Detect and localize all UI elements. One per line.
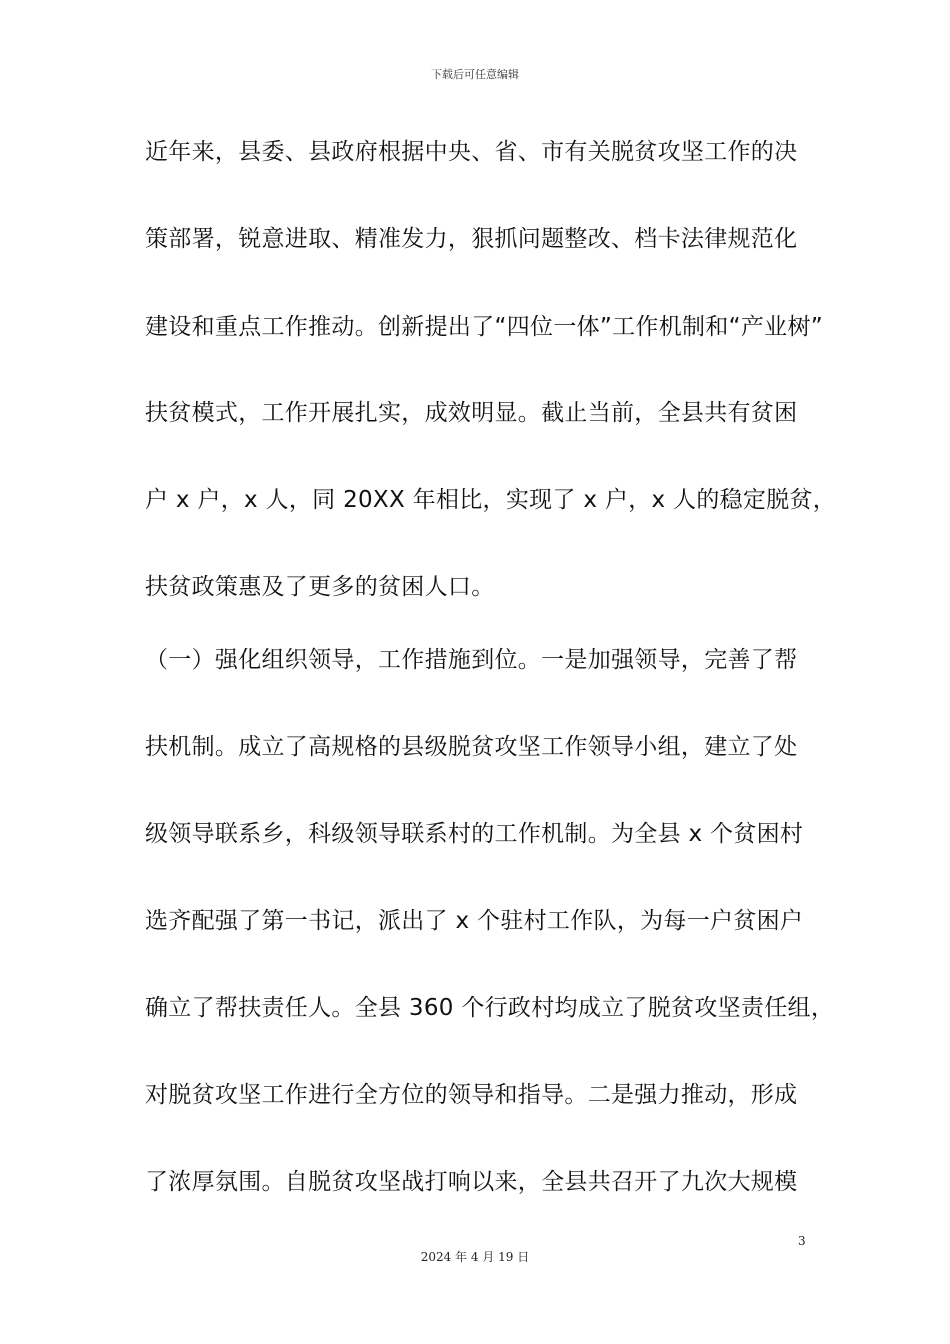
page-footer-date: 2024 年 4 月 19 日	[420, 1250, 530, 1264]
body-line-4: 扶贫模式，工作开展扎实，成效明显。截止当前，全县共有贫困	[145, 400, 798, 426]
body-line-9: 级领导联系乡，科级领导联系村的工作机制。为全县 x 个贫困村	[145, 821, 804, 847]
body-line-10: 选齐配强了第一书记，派出了 x 个驻村工作队，为每一户贫困户	[145, 908, 804, 934]
paragraph-heading-line: （一）强化组织领导，工作措施到位。一是加强领导，完善了帮	[145, 647, 798, 673]
body-line-2: 策部署，锐意进取、精准发力，狠抓问题整改、档卡法律规范化	[145, 226, 798, 252]
body-line-1: 近年来，县委、县政府根据中央、省、市有关脱贫攻坚工作的决	[145, 139, 798, 165]
body-line-11: 确立了帮扶责任人。全县 360 个行政村均成立了脱贫攻坚责任组，	[145, 995, 835, 1021]
body-line-12: 对脱贫攻坚工作进行全方位的领导和指导。二是强力推动，形成	[145, 1082, 798, 1108]
page-header: 下载后可任意编辑	[431, 68, 519, 81]
body-line-5: 户 x 户，x 人，同 20XX 年相比，实现了 x 户，x 人的稳定脱贫，	[145, 487, 837, 513]
body-line-6: 扶贫政策惠及了更多的贫困人口。	[145, 574, 495, 600]
body-line-3: 建设和重点工作推动。创新提出了“四位一体”工作机制和“产业树”	[145, 314, 823, 340]
page-number: 3	[798, 1234, 806, 1248]
body-line-8: 扶机制。成立了高规格的县级脱贫攻坚工作领导小组，建立了处	[145, 734, 798, 760]
body-line-13: 了浓厚氛围。自脱贫攻坚战打响以来，全县共召开了九次大规模	[145, 1169, 798, 1195]
